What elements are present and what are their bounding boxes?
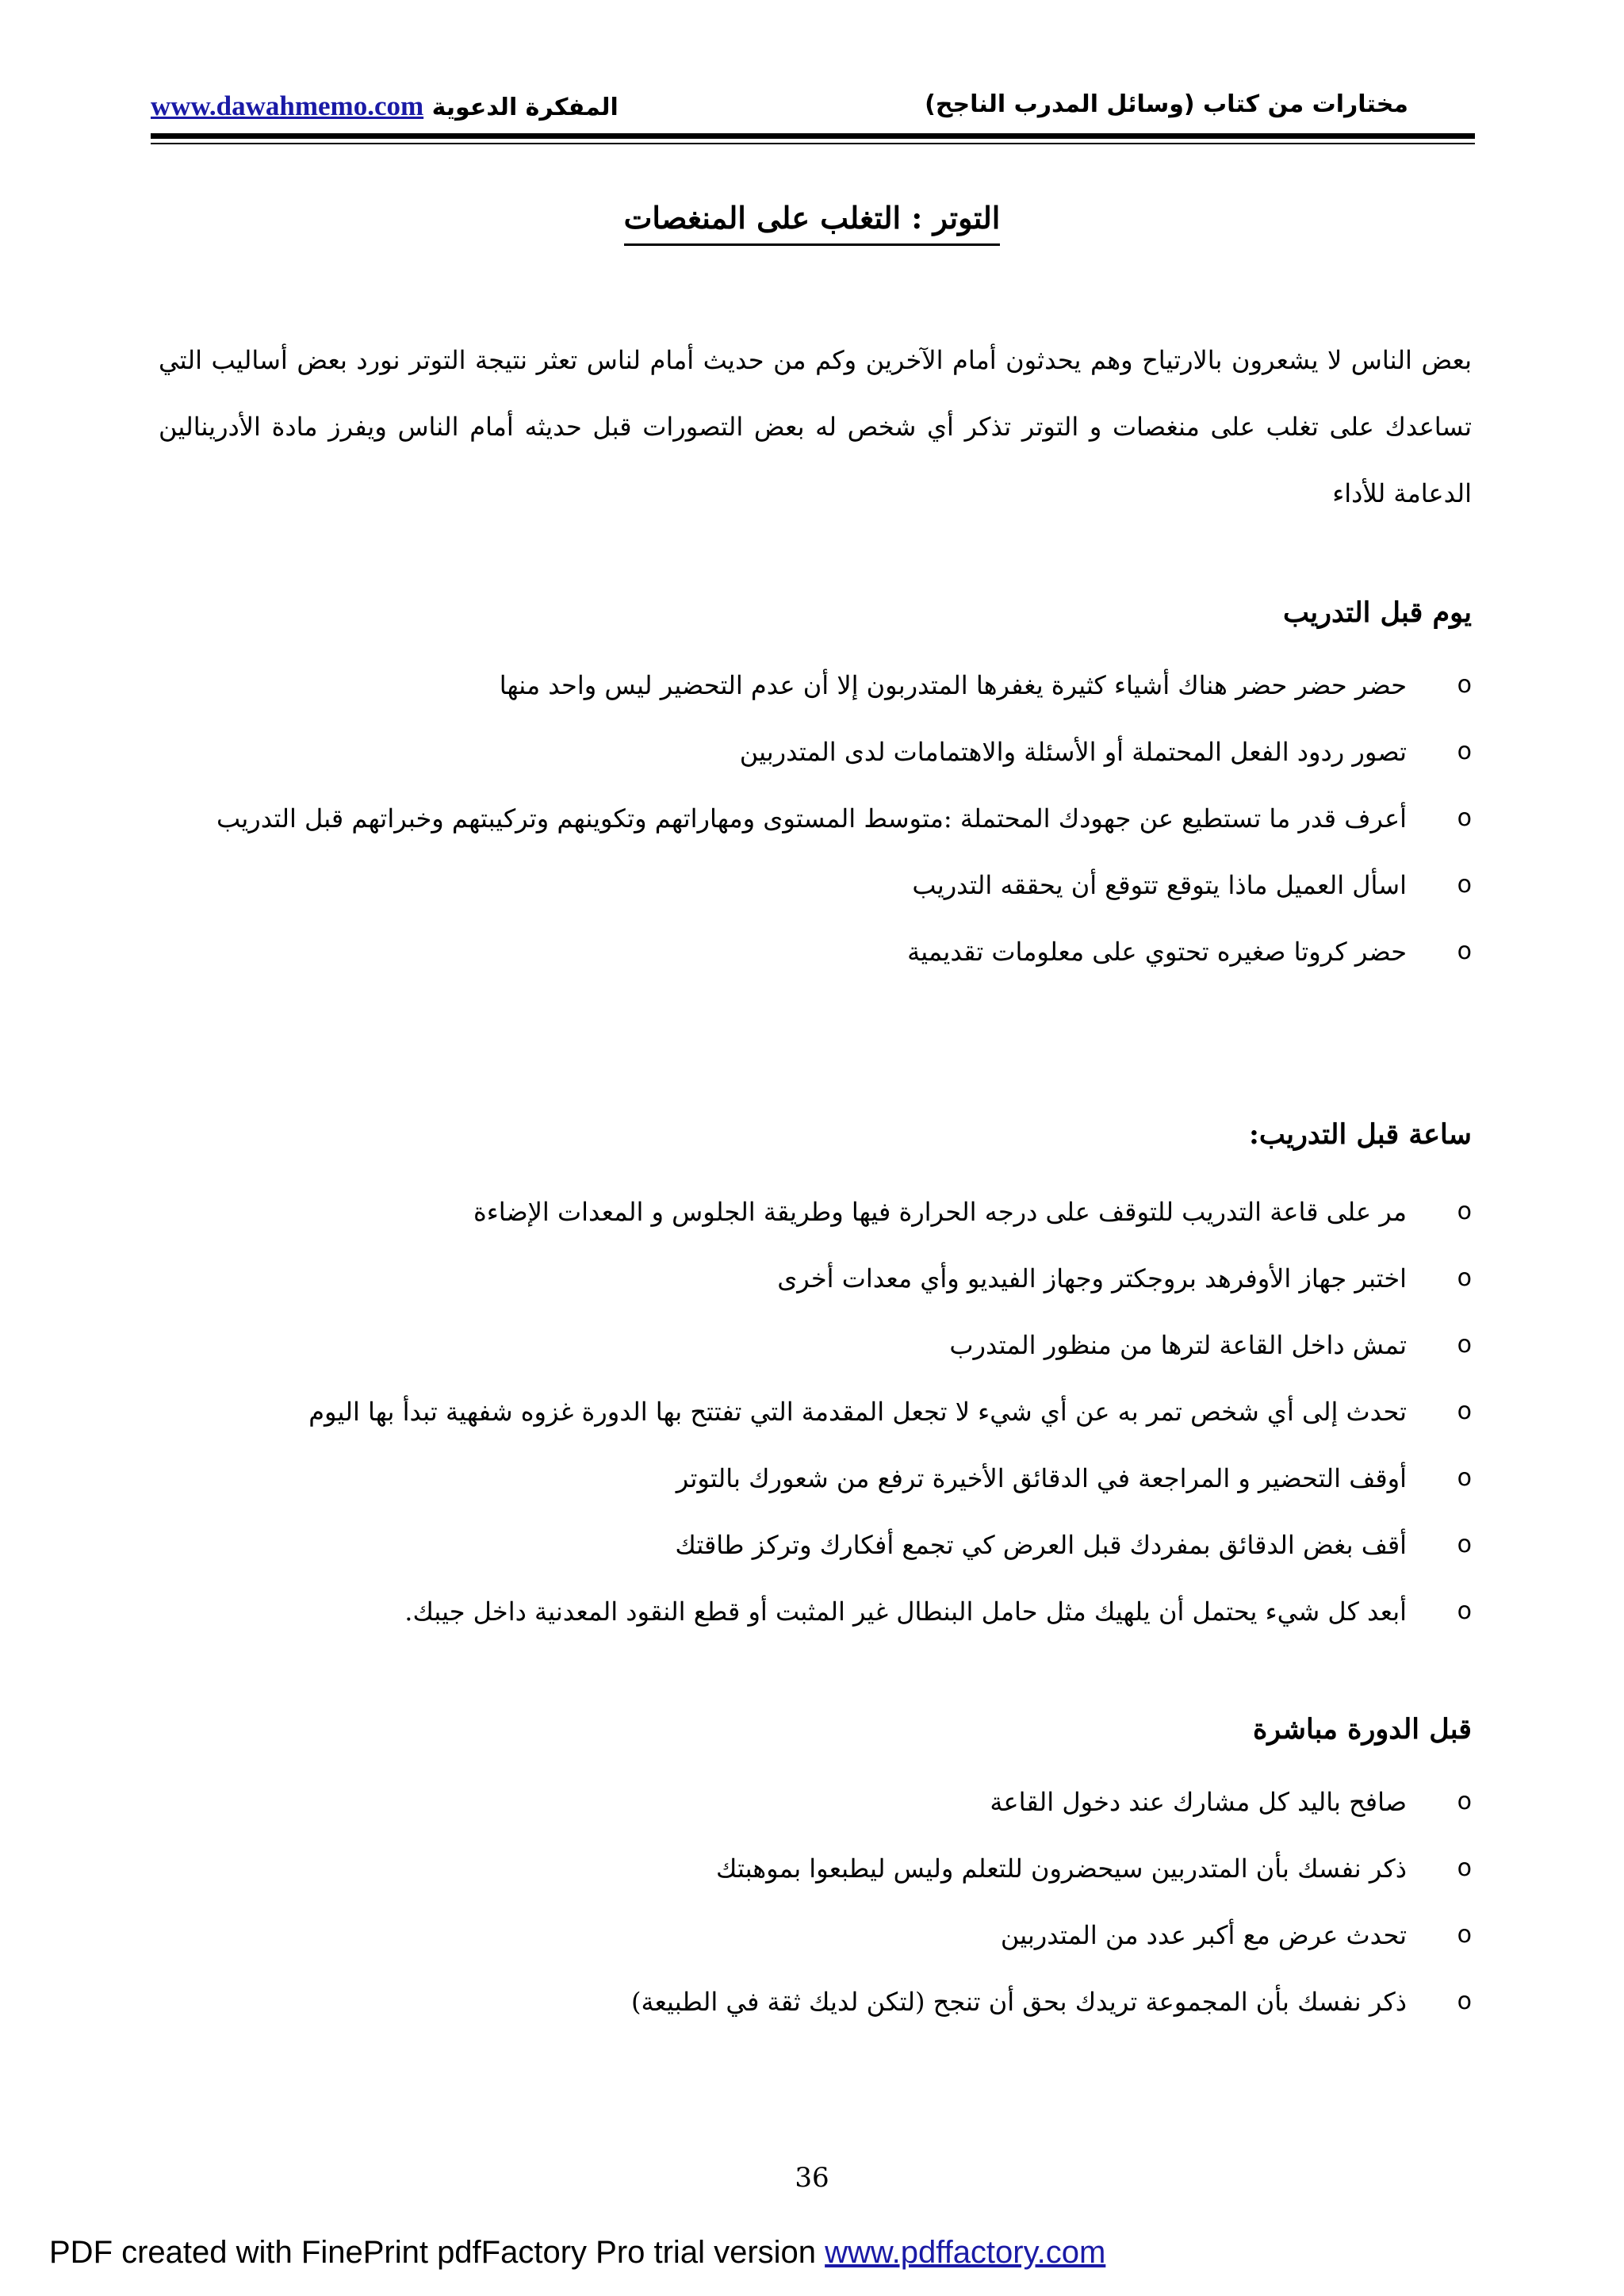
page-number: 36 [795, 2162, 829, 2194]
list-item [155, 1835, 1472, 1902]
list-item-text: تحدث عرض مع أكبر عدد من المتدربين [1000, 1920, 1407, 1950]
list-item-text: حضر حضر حضر هناك أشياء كثيرة يغفرها المتدربون إلا أن عدم التحضير ليس واحد منها [499, 670, 1407, 700]
bullet-icon: o [1457, 738, 1472, 765]
memo-label: المفكرة الدعوية [431, 94, 619, 121]
list-item-text: تحدث إلى أي شخص تمر به عن أي شيء لا تجعل المقدمة التي تفتتح بها الدورة غزوه شفهية تبدأ بها اليوم [308, 1397, 1407, 1427]
list-item-text: اسأل العميل ماذا يتوقع تتوقع أن يحققه التدريب [912, 870, 1407, 900]
list-item [155, 1902, 1472, 1968]
book-title: مختارات من كتاب (وسائل المدرب الناجح) [925, 90, 1408, 118]
bullet-icon: o [1457, 937, 1472, 965]
bullet-icon: o [1457, 804, 1472, 832]
bullet-icon: o [1457, 871, 1472, 899]
list-item [155, 785, 1472, 852]
intro-paragraph: بعض الناس لا يشعرون بالارتياح وهم يحدثون أمام الآخرين وكم من حديث أمام لناس تعثر نتيجة التوتر نورد بعض أساليب التي تساعدك على تغلب على منغصات و التوتر تذكر أي شخص له بعض التصورات قبل حديثه أمام الناس ويفرز مادة الأدرينالين الدعامة للأداء [159, 345, 1473, 508]
list-hour-before [155, 1179, 1472, 1645]
bullet-icon: o [1457, 1198, 1472, 1225]
bullet-icon: o [1457, 1397, 1472, 1425]
list-item-text: مر على قاعة التدريب للتوقف على درجه الحرارة فيها وطريقة الجلوس و المعدات الإضاءة [473, 1197, 1407, 1227]
list-item [155, 918, 1472, 985]
list-item-text: أبعد كل شيء يحتمل أن يلهيك مثل حامل البنطال غير المثبت أو قطع النقود المعدنية داخل جيبك. [404, 1596, 1407, 1627]
section-heading-right-before: قبل الدورة مباشرة [1252, 1713, 1472, 1746]
bullet-icon: o [1457, 1531, 1472, 1558]
bullet-icon: o [1457, 1854, 1472, 1882]
list-item-text: صافح باليد كل مشارك عند دخول القاعة [990, 1787, 1407, 1817]
list-item-text: أقف بغض الدقائق بمفردك قبل العرض كي تجمع أفكارك وتركز طاقتك [675, 1530, 1407, 1560]
list-item [155, 1378, 1472, 1445]
list-day-before [155, 652, 1472, 985]
header-memo [151, 90, 619, 122]
list-item [155, 1445, 1472, 1512]
bullet-icon: o [1457, 1788, 1472, 1815]
bullet-icon: o [1457, 1331, 1472, 1359]
section-heading-day-before: يوم قبل التدريب [1283, 596, 1472, 629]
header-rule-thin [151, 143, 1475, 144]
list-item-text: تمش داخل القاعة لترها من منظور المتدرب [949, 1330, 1407, 1360]
list-item [155, 1968, 1472, 2035]
list-item-text: تصور ردود الفعل المحتملة أو الأسئلة والاهتمامات لدى المتدربين [739, 737, 1407, 767]
page-header [151, 86, 1475, 133]
list-right-before [155, 1769, 1472, 2035]
bullet-icon: o [1457, 1264, 1472, 1292]
section-heading-hour-before: ساعة قبل التدريب: [1248, 1118, 1472, 1151]
list-item [155, 852, 1472, 918]
list-item [155, 1179, 1472, 1245]
header-rule-thick [151, 133, 1475, 139]
list-item [155, 1769, 1472, 1835]
footer-link[interactable]: www.pdffactory.com [825, 2235, 1106, 2270]
list-item [155, 1312, 1472, 1378]
list-item-text: ذكر نفسك بأن المجموعة تريدك بحق أن تنجح (لتكن لديك ثقة في الطبيعة) [630, 1987, 1407, 2017]
list-item [155, 1578, 1472, 1645]
list-item [155, 719, 1472, 785]
website-link[interactable]: www.dawahmemo.com [151, 90, 424, 121]
bullet-icon: o [1457, 671, 1472, 699]
list-item [155, 1512, 1472, 1578]
list-item [155, 652, 1472, 719]
bullet-icon: o [1457, 1987, 1472, 2015]
page-title: التوتر : التغلب على المنغصات [624, 200, 1001, 246]
list-item-text: اختبر جهاز الأوفرهد بروجكتر وجهاز الفيديو وأي معدات أخرى [777, 1263, 1407, 1294]
list-item-text: أعرف قدر ما تستطيع عن جهودك المحتملة :متوسط المستوى ومهاراتهم وتكوينهم وتركيبتهم وخبراتهم قبل التدريب [216, 803, 1407, 834]
bullet-icon: o [1457, 1597, 1472, 1625]
page-title-wrap [0, 200, 1624, 246]
list-item [155, 1245, 1472, 1312]
bullet-icon: o [1457, 1921, 1472, 1949]
list-item-text: حضر كروتا صغيره تحتوي على معلومات تقديمية [907, 937, 1407, 967]
pdf-footer [49, 2235, 1105, 2271]
footer-text: PDF created with FinePrint pdfFactory Pro trial version [49, 2235, 825, 2270]
list-item-text: أوقف التحضير و المراجعة في الدقائق الأخيرة ترفع من شعورك بالتوتر [676, 1463, 1407, 1493]
bullet-icon: o [1457, 1464, 1472, 1492]
list-item-text: ذكر نفسك بأن المتدربين سيحضرون للتعلم وليس ليطبعوا بموهبتك [716, 1853, 1407, 1884]
